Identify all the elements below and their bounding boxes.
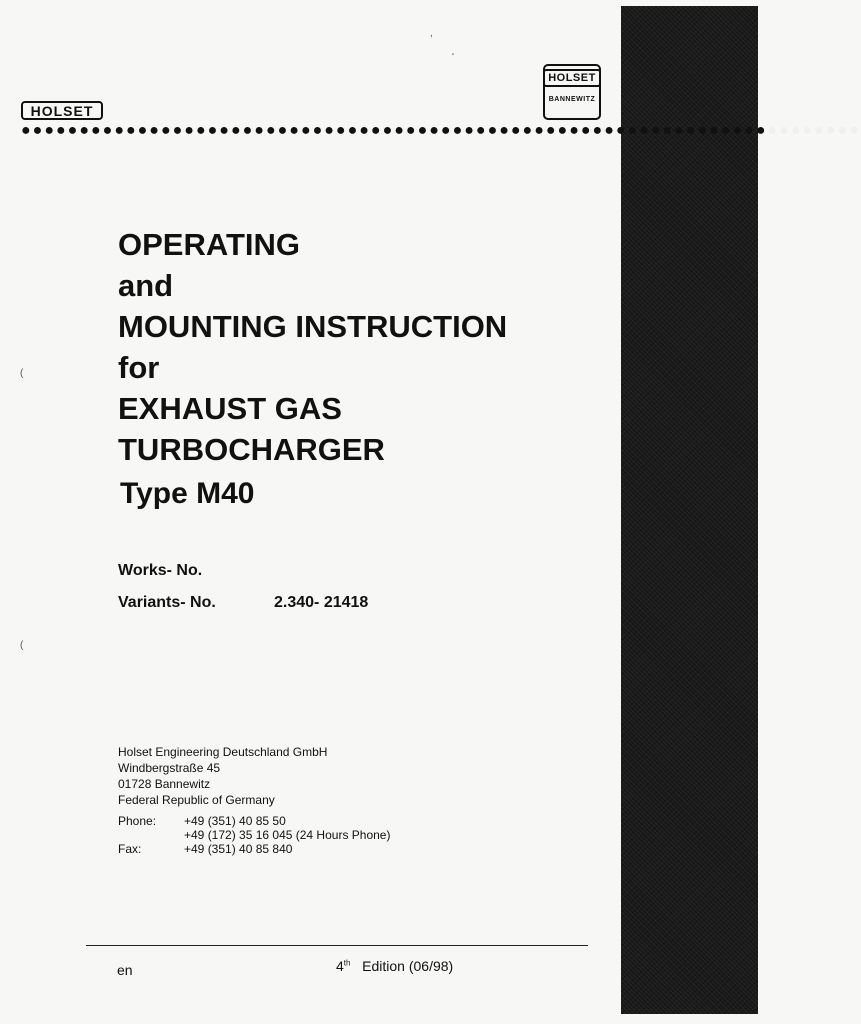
- phone-row-2: [118, 828, 390, 842]
- title-line: OPERATING: [118, 227, 300, 262]
- company-address: [118, 744, 327, 808]
- title-line: for: [118, 350, 160, 385]
- scan-speck: (: [20, 640, 24, 651]
- title-line: and: [118, 268, 174, 303]
- edition-suffix: th: [343, 958, 351, 968]
- reference-numbers: [118, 562, 368, 626]
- fax-number: +49 (351) 40 85 840: [184, 842, 293, 856]
- edition-info: [336, 958, 453, 974]
- document-title: [118, 224, 598, 470]
- address-line: Windbergstraße 45: [118, 761, 221, 775]
- title-line: EXHAUST GAS: [118, 391, 342, 426]
- address-line: Holset Engineering Deutschland GmbH: [118, 745, 328, 759]
- bannewitz-text: BANNEWITZ: [548, 96, 596, 103]
- phone-number-2: +49 (172) 35 16 045 (24 Hours Phone): [184, 828, 391, 842]
- variants-value: 2.340- 21418: [274, 594, 369, 611]
- type-heading: Type M40: [120, 477, 255, 510]
- scan-speck: ': [452, 52, 454, 63]
- variants-label: Variants- No.: [118, 594, 216, 611]
- scan-speck: ,: [430, 28, 433, 39]
- fax-row: [118, 842, 390, 856]
- title-line: MOUNTING INSTRUCTION: [118, 309, 508, 344]
- title-line: TURBOCHARGER: [118, 432, 385, 467]
- works-label: Works- No.: [118, 562, 203, 579]
- phone-number-1: +49 (351) 40 85 50: [184, 814, 286, 828]
- fax-label: Fax:: [118, 842, 142, 856]
- scan-dark-edge: [621, 6, 758, 1014]
- variants-row: [118, 594, 368, 626]
- edition-text: Edition (06/98): [362, 958, 454, 974]
- holset-bannewitz-logo: [543, 64, 601, 120]
- phone-label: Phone:: [118, 814, 157, 828]
- language-code: en: [117, 962, 133, 978]
- holset-logo-left-text: HOLSET: [30, 102, 94, 119]
- scan-speck: (: [20, 368, 24, 379]
- works-row: [118, 562, 368, 594]
- phone-row: [118, 814, 390, 828]
- address-line: Federal Republic of Germany: [118, 793, 275, 807]
- holset-logo-right-text: HOLSET: [543, 69, 601, 87]
- edition-number: 4: [336, 958, 344, 974]
- address-line: 01728 Bannewitz: [118, 777, 211, 791]
- dotted-divider: ●●●●●●●●●●●●●●●●●●●●●●●●●●●●●●●●●●●●●●●●●●●●●●●●●●●●●●●●●●●●●●●●●●●●●●●●: [21, 122, 861, 139]
- contact-info: [118, 814, 390, 856]
- footer-rule: [86, 945, 588, 946]
- holset-logo-left: [21, 101, 103, 120]
